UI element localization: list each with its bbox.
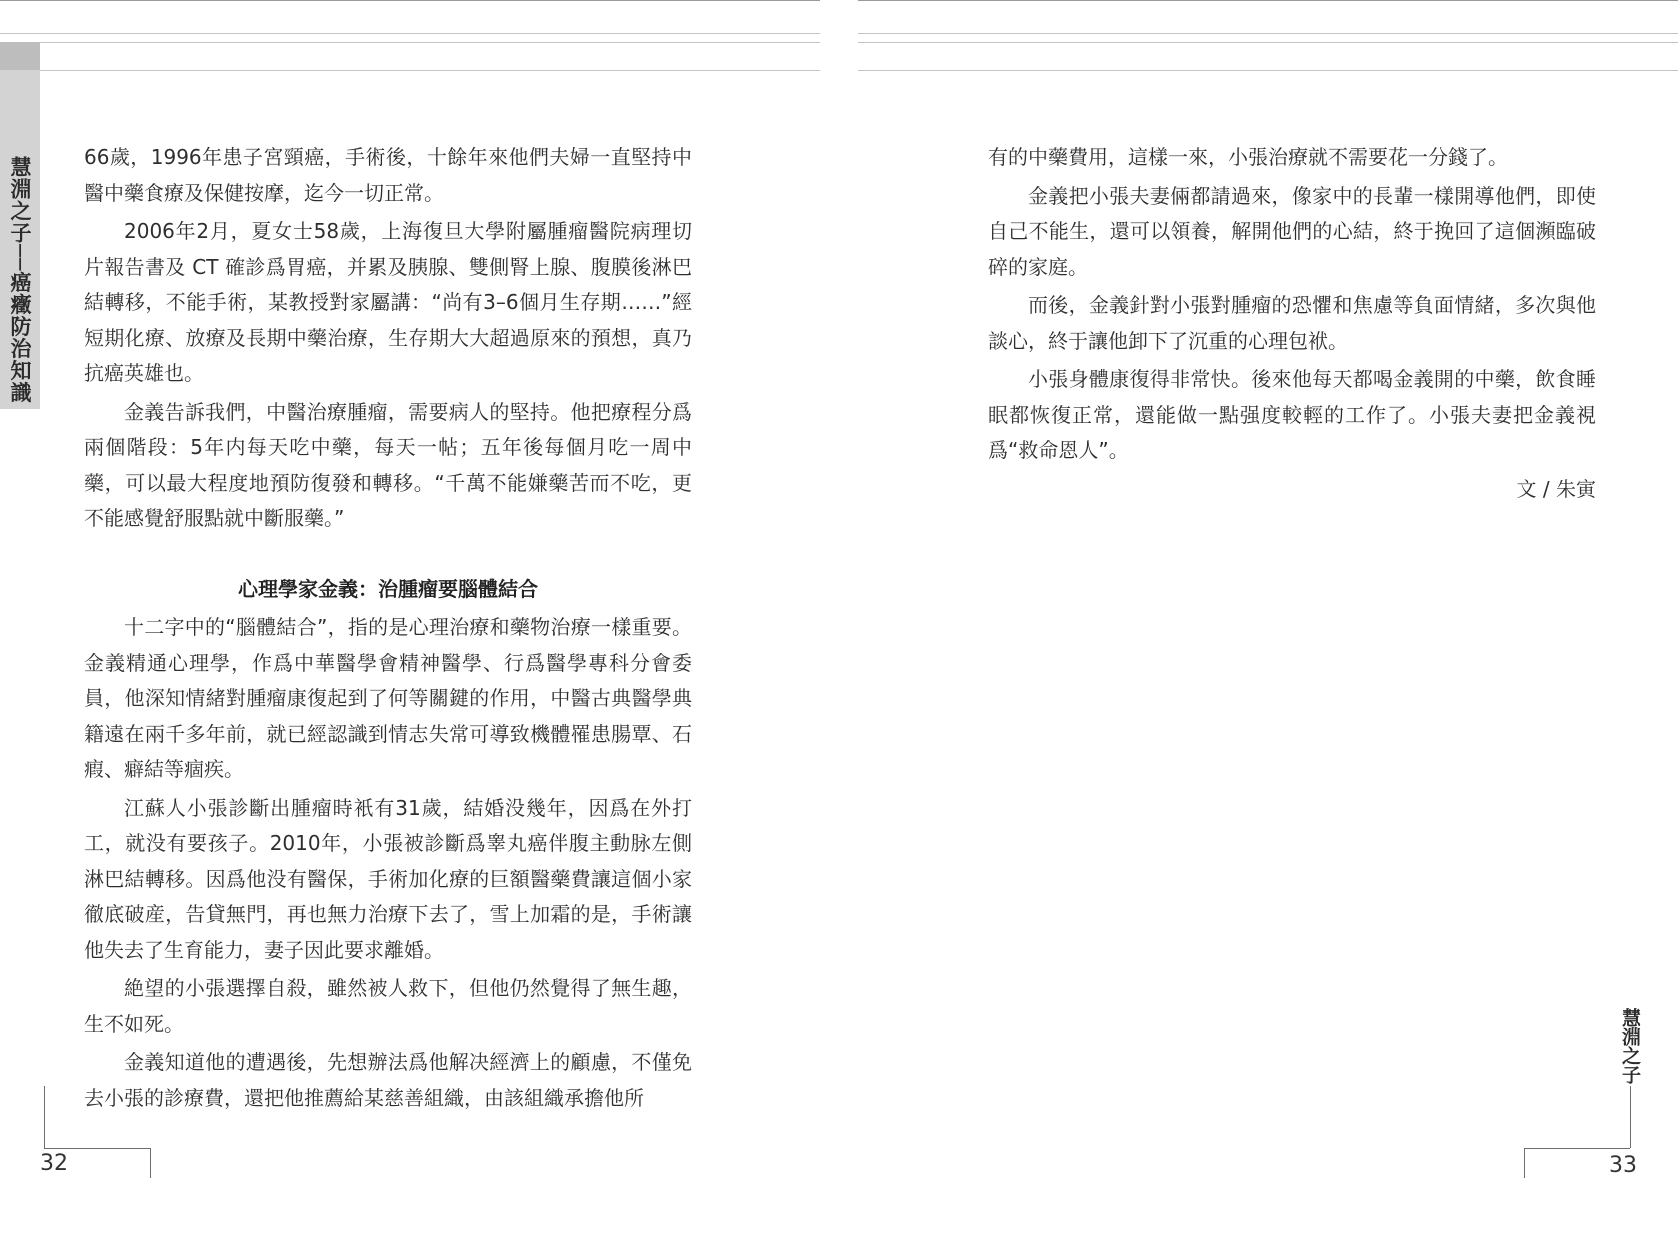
header-rule-top-right [858,0,1678,1]
header-rule-mid-right [858,33,1678,34]
author-credit: 文 / 朱寅 [1516,476,1596,501]
header-rule-bottom-right [858,70,1678,71]
section-heading: 心理學家金義：治腫瘤要腦體結合 [238,576,538,601]
corner-frame-right-horizontal [1524,1148,1630,1149]
corner-frame-right-vertical [1630,1086,1631,1148]
corner-frame-left-tick [150,1148,151,1178]
page-number-left: 32 [40,1151,68,1176]
right-vertical-label: 慧淵之子 [1619,1008,1641,1084]
paragraph: 江蘇人小張診斷出腫瘤時衹有31歲，結婚没幾年，因爲在外打工，就没有要孩子。2010年，小張被診斷爲睾丸癌伴腹主動脉左側淋巴結轉移。因爲他没有醫保，手術加化療的巨額醫藥費讓這個小家徹底破産，告貸無門，再也無力治療下去了，雪上加霜的是，手術讓他失去了生育能力，妻子因此要求離婚。 [84,795,692,962]
corner-frame-left-horizontal [44,1148,150,1149]
paragraph: 絶望的小張選擇自殺，雖然被人救下，但他仍然覺得了無生趣，生不如死。 [84,976,692,1036]
left-page-body [84,140,692,1116]
header-rule-low-right [858,42,1678,43]
page-number-right: 33 [1609,1153,1637,1178]
corner-frame-right-tick [1524,1148,1525,1178]
header-rule-mid-left [0,33,820,34]
header-rule-bottom-left [40,70,820,71]
paragraph: 而後，金義針對小張對腫瘤的恐懼和焦慮等負面情緒，多次與他談心，終于讓他卸下了沉重的心理包袱。 [988,293,1596,353]
right-page-body [988,140,1596,507]
corner-frame-left-vertical [44,1086,45,1148]
paragraph: 金義知道他的遭遇後，先想辦法爲他解决經濟上的顧慮，不僅免去小張的診療費，還把他推薦給某慈善組織，由該組織承擔他所 [84,1050,692,1110]
side-tab-notch [0,42,40,70]
side-title: 慧淵之子──癌癥防治知識 [8,156,32,404]
paragraph: 小張身體康復得非常快。後來他每天都喝金義開的中藥，飲食睡眠都恢復正常，還能做一點强度較輕的工作了。小張夫妻把金義視爲“救命恩人”。 [988,367,1596,462]
paragraph: 2006年2月，夏女士58歲，上海復旦大學附屬腫瘤醫院病理切片報告書及 CT 確診爲胃癌，并累及胰腺、雙側腎上腺、腹膜後淋巴結轉移，不能手術，某教授對家屬講：“尚有3–6個月生存期……”經短期化療、放療及長期中藥治療，生存期大大超過原來的預想，真乃抗癌英雄也。 [84,219,692,385]
paragraph: 十二字中的“腦體結合”，指的是心理治療和藥物治療一樣重要。金義精通心理學，作爲中華醫學會精神醫學、行爲醫學專科分會委員，他深知情緒對腫瘤康復起到了何等關鍵的作用，中醫古典醫學典籍遠在兩千多年前，就已經認識到情志失常可導致機體罹患腸覃、石瘕、癖結等痼疾。 [84,615,692,781]
header-rule-top-left [0,0,820,1]
paragraph: 66歲，1996年患子宮頸癌，手術後，十餘年來他們夫婦一直堅持中醫中藥食療及保健按摩，迄今一切正常。 [84,145,692,205]
paragraph: 有的中藥費用，這樣一來，小張治療就不需要花一分錢了。 [988,145,1508,169]
paragraph: 金義告訴我們，中醫治療腫瘤，需要病人的堅持。他把療程分爲兩個階段：5年内每天吃中藥，每天一帖；五年後每個月吃一周中藥，可以最大程度地預防復發和轉移。“千萬不能嫌藥苦而不吃，更不能感覺舒服點就中斷服藥。” [84,399,692,530]
paragraph: 金義把小張夫妻倆都請過來，像家中的長輩一樣開導他們，即使自己不能生，還可以領養，解開他們的心結，終于挽回了這個瀕臨破碎的家庭。 [988,183,1596,279]
header-rule-low-left [0,42,820,43]
